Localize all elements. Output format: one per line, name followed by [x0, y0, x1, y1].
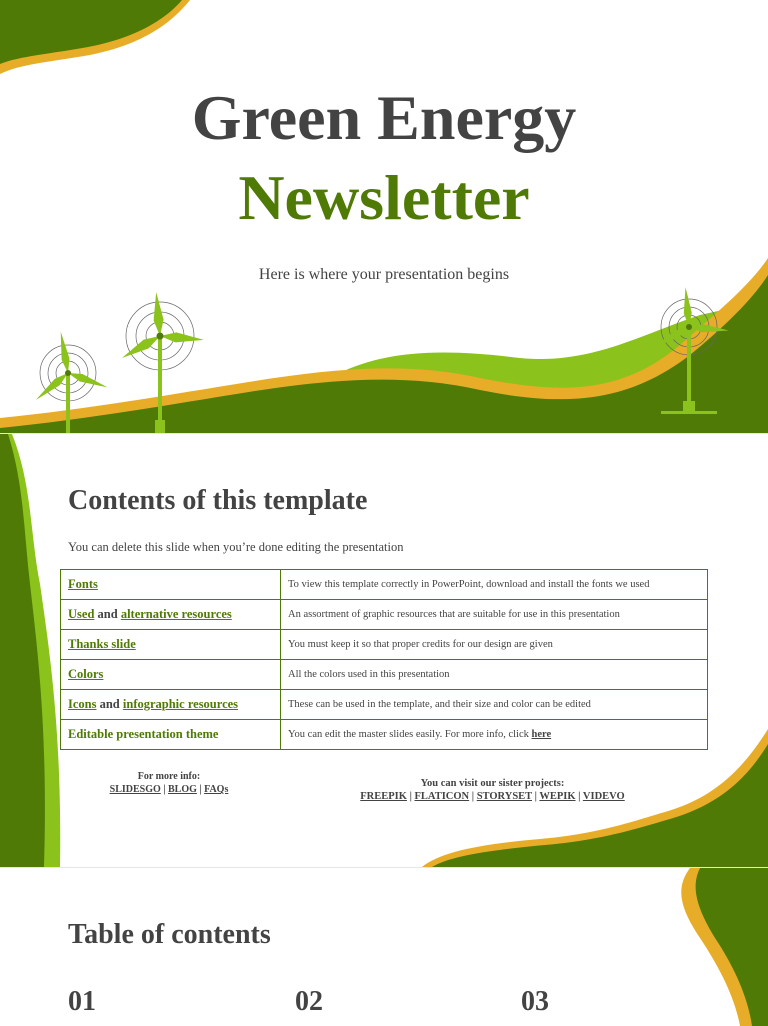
separator: |: [163, 784, 166, 795]
toc-number-02: 02: [295, 986, 323, 1017]
link-flaticon[interactable]: FLATICON: [414, 791, 470, 802]
link-thanks-slide[interactable]: Thanks slide: [68, 637, 136, 651]
title-slide: [0, 0, 768, 433]
table-of-contents-slide: [0, 867, 768, 1026]
sister-projects-label: You can visit our sister projects:: [420, 778, 565, 789]
row-label: Editable presentation theme: [61, 720, 281, 750]
table-row: [61, 570, 708, 600]
contents-intro: You can delete this slide when you’re done editing the presentation: [68, 540, 404, 554]
link-faqs[interactable]: FAQs: [204, 784, 229, 795]
link-used[interactable]: Used: [68, 607, 95, 621]
toc-heading: Table of contents: [68, 919, 271, 950]
row-description: An assortment of graphic resources that are suitable for use in this presentation: [281, 600, 708, 630]
title-line-1: Green Energy: [191, 82, 577, 153]
separator: |: [578, 791, 581, 802]
sister-projects-block: [330, 777, 655, 803]
toc-number-01: 01: [68, 986, 96, 1017]
link-storyset[interactable]: STORYSET: [476, 791, 532, 802]
row-description: These can be used in the template, and their size and color can be edited: [281, 690, 708, 720]
table-row: [61, 720, 708, 750]
subtitle: Here is where your presentation begins: [258, 266, 510, 283]
row-description: To view this template correctly in PowerPoint, download and install the fonts we used: [281, 570, 708, 600]
table-row: [61, 660, 708, 690]
link-alternative-resources[interactable]: alternative resources: [120, 607, 232, 621]
row-description: You can edit the master slides easily. For more info, click: [288, 729, 529, 740]
link-wepik[interactable]: WEPIK: [539, 791, 576, 802]
table-row: [61, 600, 708, 630]
row-joiner: and: [99, 697, 120, 711]
row-description: You must keep it so that proper credits for our design are given: [281, 630, 708, 660]
separator: |: [409, 791, 412, 802]
separator: |: [471, 791, 475, 802]
row-description: All the colors used in this presentation: [281, 660, 708, 690]
link-icons[interactable]: Icons: [68, 697, 97, 711]
separator: |: [199, 784, 202, 795]
link-videvo[interactable]: VIDEVO: [582, 791, 625, 802]
table-row: [61, 690, 708, 720]
row-joiner: and: [97, 607, 118, 621]
link-here[interactable]: here: [531, 729, 552, 740]
contents-slide: [0, 433, 768, 867]
link-freepik[interactable]: FREEPIK: [360, 791, 407, 802]
more-info-block: [60, 770, 278, 796]
link-infographic-resources[interactable]: infographic resources: [122, 697, 239, 711]
contents-heading: Contents of this template: [68, 485, 368, 516]
title-line-2: Newsletter: [238, 162, 530, 233]
toc-number-03: 03: [521, 986, 549, 1017]
separator: |: [534, 791, 537, 802]
link-colors[interactable]: Colors: [68, 667, 104, 681]
link-fonts[interactable]: Fonts: [68, 577, 98, 591]
contents-table: [60, 569, 708, 750]
link-slidesgo[interactable]: SLIDESGO: [109, 784, 161, 795]
more-info-label: For more info:: [137, 771, 201, 782]
link-blog[interactable]: BLOG: [167, 784, 197, 795]
table-row: [61, 630, 708, 660]
